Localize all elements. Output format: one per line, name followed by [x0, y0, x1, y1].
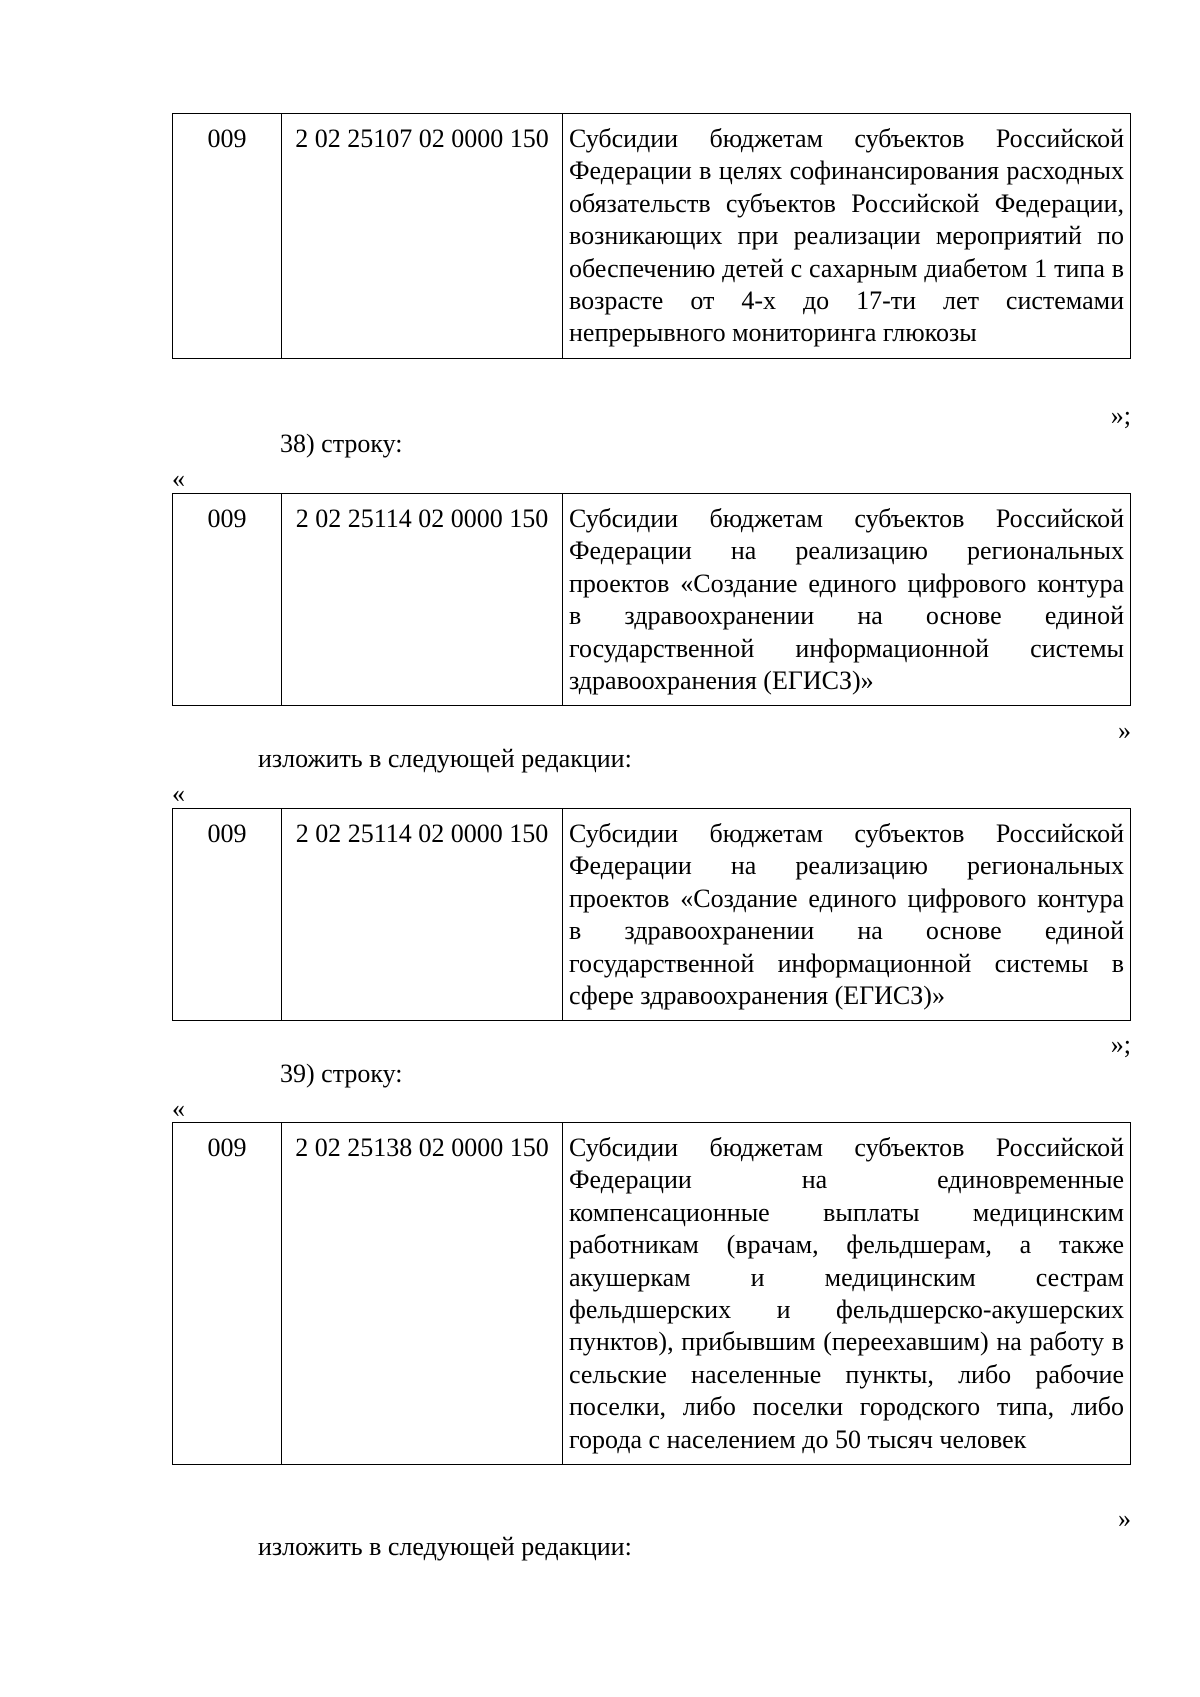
description-cell: Субсидии бюджетам субъектов Российской Федерации на реализацию региональных проектов «Создание единого цифрового контура в здравоохранении на основе единой государственной информационной системы здравоохранения (ЕГИСЗ)»	[563, 494, 1131, 706]
table-row	[173, 809, 1131, 1021]
kbk-code-cell: 2 02 25107 02 0000 150	[282, 114, 563, 359]
table-row	[173, 114, 1131, 359]
closing-quote: »	[1118, 1504, 1131, 1533]
budget-row-table	[172, 493, 1131, 706]
closing-quote: »;	[1110, 1030, 1131, 1059]
description-cell: Субсидии бюджетам субъектов Российской Федерации на единовременные компенсационные выплаты медицинским работникам (врачам, фельдшерам, а также акушеркам и медицинским сестрам фельдшерских и фельдшерско-акушерских пунктов), прибывшим (переехавшим) на работу в сельские населенные пункты, либо рабочие поселки, либо поселки городского типа, либо города с населением до 50 тысяч человек	[563, 1123, 1131, 1465]
admin-code-cell: 009	[173, 114, 282, 359]
kbk-code-cell: 2 02 25114 02 0000 150	[282, 494, 563, 706]
table-row	[173, 1123, 1131, 1465]
amendment-intro: 39) строку:	[280, 1059, 403, 1088]
kbk-code-cell: 2 02 25138 02 0000 150	[282, 1123, 563, 1465]
budget-row-table	[172, 1122, 1131, 1465]
admin-code-cell: 009	[173, 1123, 282, 1465]
description-cell: Субсидии бюджетам субъектов Российской Федерации на реализацию региональных проектов «Создание единого цифрового контура в здравоохранении на основе единой государственной информационной системы в сфере здравоохранения (ЕГИСЗ)»	[563, 809, 1131, 1021]
description-cell: Субсидии бюджетам субъектов Российской Федерации в целях софинансирования расходных обязательств субъектов Российской Федерации, возникающих при реализации мероприятий по обеспечению детей с сахарным диабетом 1 типа в возрасте от 4-х до 17-ти лет системами непрерывного мониторинга глюкозы	[563, 114, 1131, 359]
opening-quote: «	[172, 464, 185, 493]
closing-quote: »;	[1110, 401, 1131, 430]
admin-code-cell: 009	[173, 809, 282, 1021]
amendment-intro: 38) строку:	[280, 429, 403, 458]
closing-quote: »	[1118, 716, 1131, 745]
budget-row-table	[172, 808, 1131, 1021]
admin-code-cell: 009	[173, 494, 282, 706]
amendment-intro: изложить в следующей редакции:	[258, 744, 632, 773]
table-row	[173, 494, 1131, 706]
budget-row-table	[172, 113, 1131, 359]
opening-quote: «	[172, 779, 185, 808]
amendment-intro: изложить в следующей редакции:	[258, 1532, 632, 1561]
kbk-code-cell: 2 02 25114 02 0000 150	[282, 809, 563, 1021]
opening-quote: «	[172, 1094, 185, 1123]
